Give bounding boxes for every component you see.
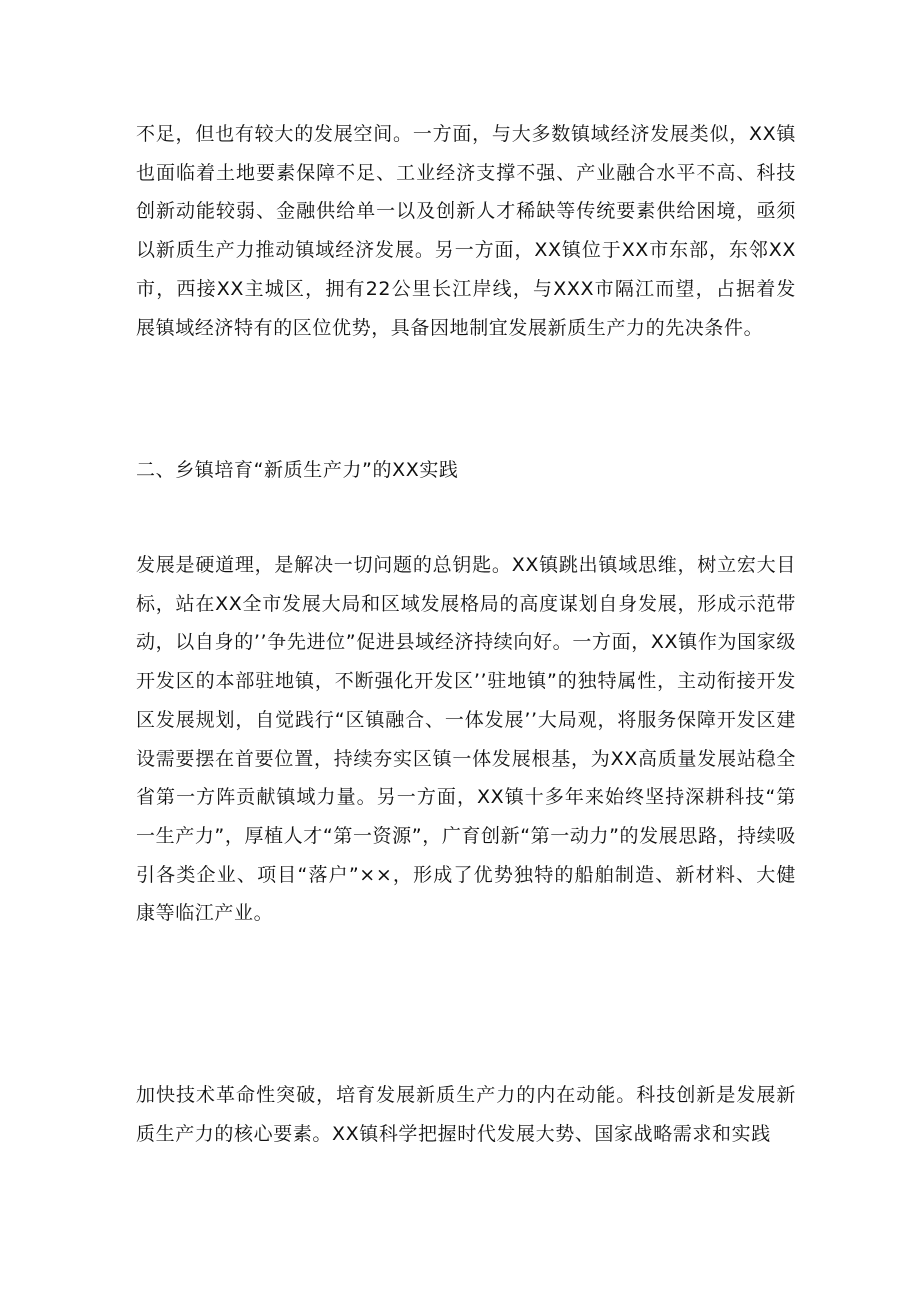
body-paragraph-3: 加快技术革命性突破，培育发展新质生产力的内在动能。科技创新是发展新质生产力的核心要素。XX镇科学把握时代发展大势、国家战略需求和实践	[136, 1084, 796, 1145]
section-heading: 二、乡镇培育“新质生产力”的XX实践	[136, 459, 459, 481]
body-paragraph-2: 发展是硬道理，是解决一切问题的总钥匙。XX镇跳出镇域思维，树立宏大目标，站在XX全市发展大局和区域发展格局的高度谋划自身发展，形成示范带动，以自身的’’争先进位”促进县域经济持续向好。一方面，XX镇作为国家级开发区的本部驻地镇，不断强化开发区’’驻地镇”的独特属性，主动衔接开发区发展规划，自觉践行“区镇融合、一体发展’’大局观，将服务保障开发区建设需要摆在首要位置，持续夯实区镇一体发展根基，为XX高质量发展站稳全省第一方阵贡献镇域力量。另一方面，XX镇十多年来始终坚持深耕科技“第一生产力”，厚植人才“第一资源”，广育创新“第一动力”的发展思路，持续吸引各类企业、项目“落户”××，形成了优势独特的船舶制造、新材料、大健康等临江产业。	[136, 554, 796, 925]
body-paragraph-1: 不足，但也有较大的发展空间。一方面，与大多数镇域经济发展类似，XX镇也面临着土地要素保障不足、工业经济支撑不强、产业融合水平不高、科技创新动能较弱、金融供给单一以及创新人才稀缺等传统要素供给困境，亟须以新质生产力推动镇域经济发展。另一方面，XX镇位于XX市东部，东邻XX市，西接XX主城区，拥有22公里长江岸线，与XXX市隔江而望，占据着发展镇域经济特有的区位优势，具备因地制宜发展新质生产力的先决条件。	[136, 123, 796, 339]
